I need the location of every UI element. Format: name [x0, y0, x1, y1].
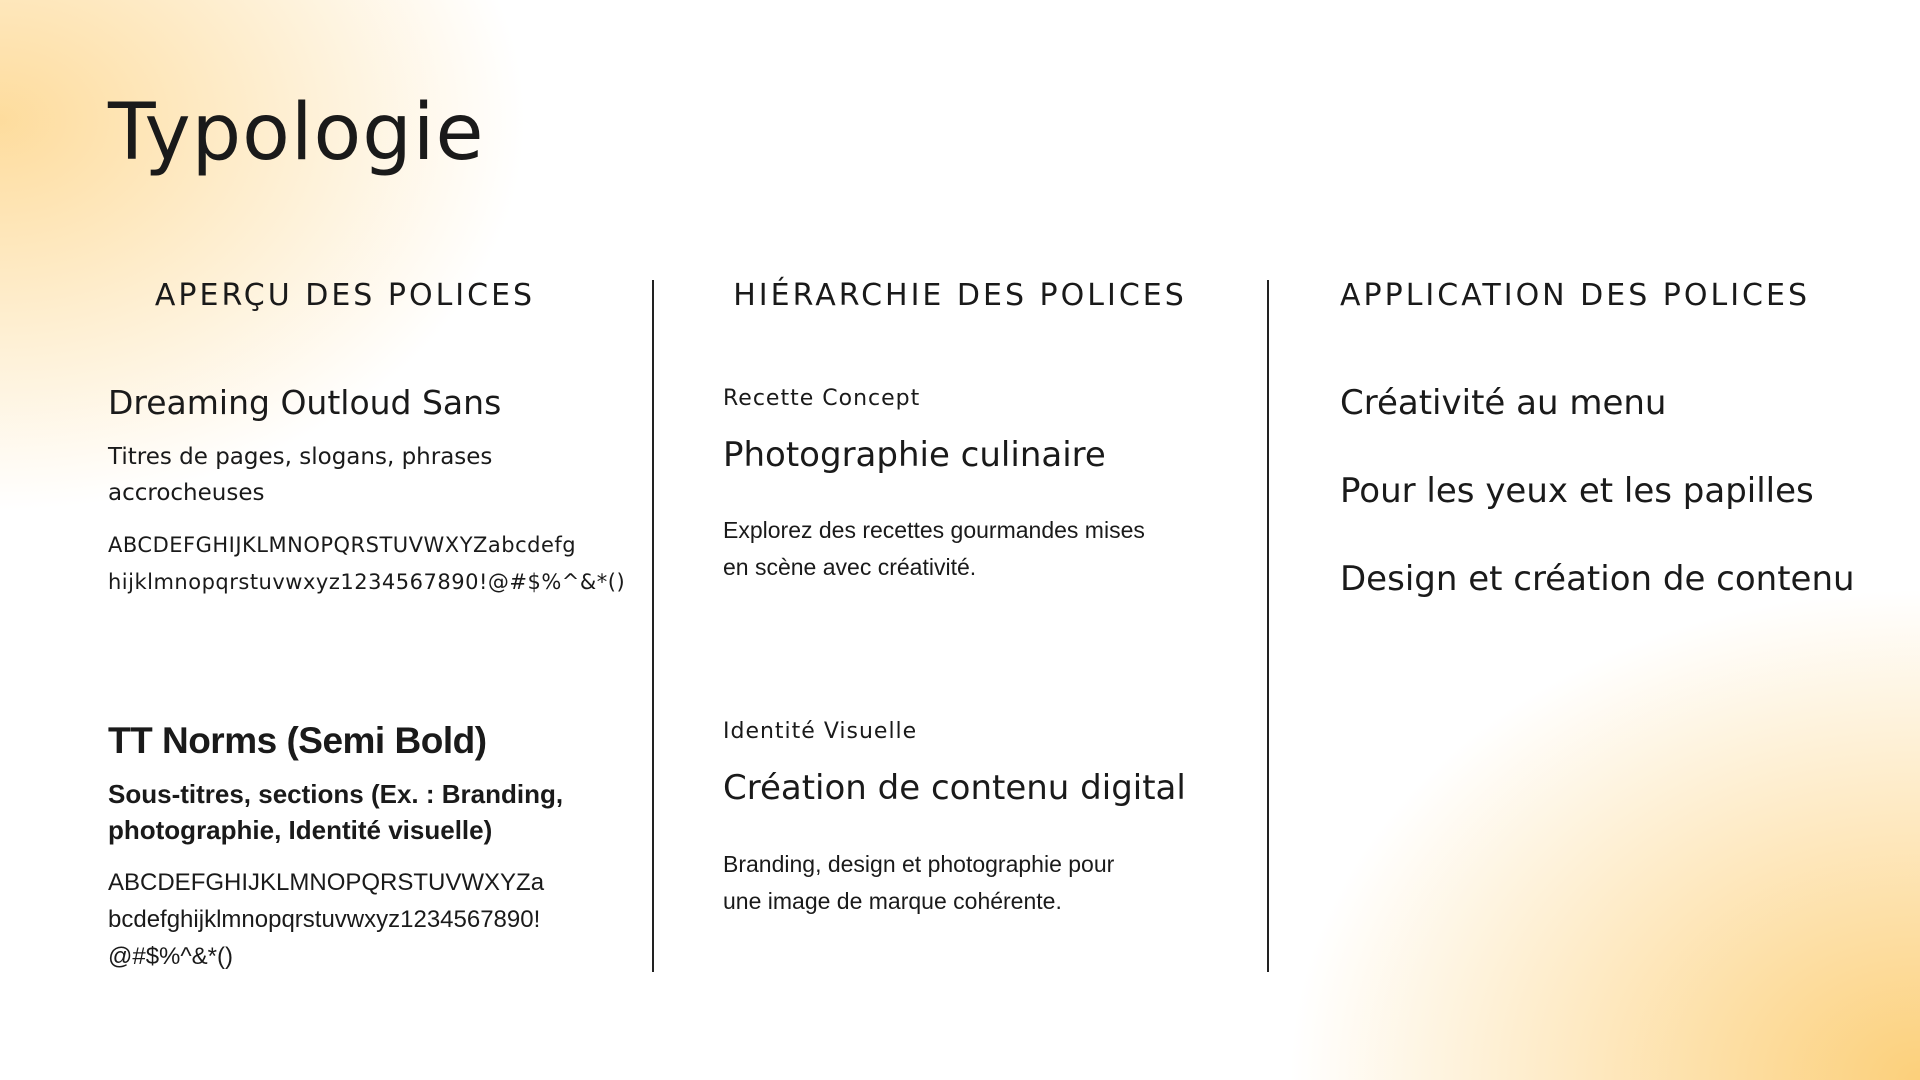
font1-usage	[108, 439, 492, 511]
alphabet-line: bcdefghijklmnopqrstuvwxyz1234567890!	[108, 906, 541, 933]
column-heading-preview: APERÇU DES POLICES	[154, 278, 536, 313]
hierarchy-body	[723, 512, 1203, 586]
alphabet-line: ABCDEFGHIJKLMNOPQRSTUVWXYZa	[108, 869, 545, 896]
hierarchy-body	[723, 846, 1203, 920]
hierarchy-title: Création de contenu digital	[723, 768, 1186, 808]
application-item: Pour les yeux et les papilles	[1340, 471, 1814, 511]
column-heading-application: APPLICATION DES POLICES	[1339, 278, 1810, 313]
column-heading-hierarchy: HIÉRARCHIE DES POLICES	[733, 278, 1187, 313]
font1-usage-line: Titres de pages, slogans, phrases	[108, 444, 493, 470]
page-title: Typologie	[108, 88, 485, 178]
font2-usage	[108, 776, 563, 848]
hierarchy-title: Photographie culinaire	[723, 435, 1106, 475]
application-item: Design et création de contenu	[1340, 559, 1855, 599]
alphabet-line: ABCDEFGHIJKLMNOPQRSTUVWXYZabcdefg	[108, 533, 577, 557]
font2-usage-line: Sous-titres, sections (Ex. : Branding,	[108, 779, 564, 809]
application-item: Créativité au menu	[1340, 383, 1667, 423]
font1-alphabet	[108, 527, 625, 601]
body-line: Branding, design et photographie pour	[723, 851, 1115, 877]
font2-alphabet	[108, 864, 544, 975]
hierarchy-kicker: Recette Concept	[723, 386, 921, 411]
body-line: une image de marque cohérente.	[723, 888, 1062, 914]
column-divider	[1267, 280, 1269, 972]
hierarchy-kicker: Identité Visuelle	[723, 719, 918, 744]
alphabet-line: @#$%^&*()	[108, 943, 233, 970]
alphabet-line: hijklmnopqrstuvwxyz1234567890!@#$%^&*()	[108, 570, 626, 594]
font2-name: TT Norms (Semi Bold)	[108, 720, 487, 761]
column-divider	[652, 280, 654, 972]
font1-usage-line: accrocheuses	[108, 480, 265, 506]
body-line: en scène avec créativité.	[723, 554, 977, 580]
font1-name: Dreaming Outloud Sans	[108, 383, 502, 422]
body-line: Explorez des recettes gourmandes mises	[723, 517, 1145, 543]
font2-usage-line: photographie, Identité visuelle)	[108, 815, 493, 845]
